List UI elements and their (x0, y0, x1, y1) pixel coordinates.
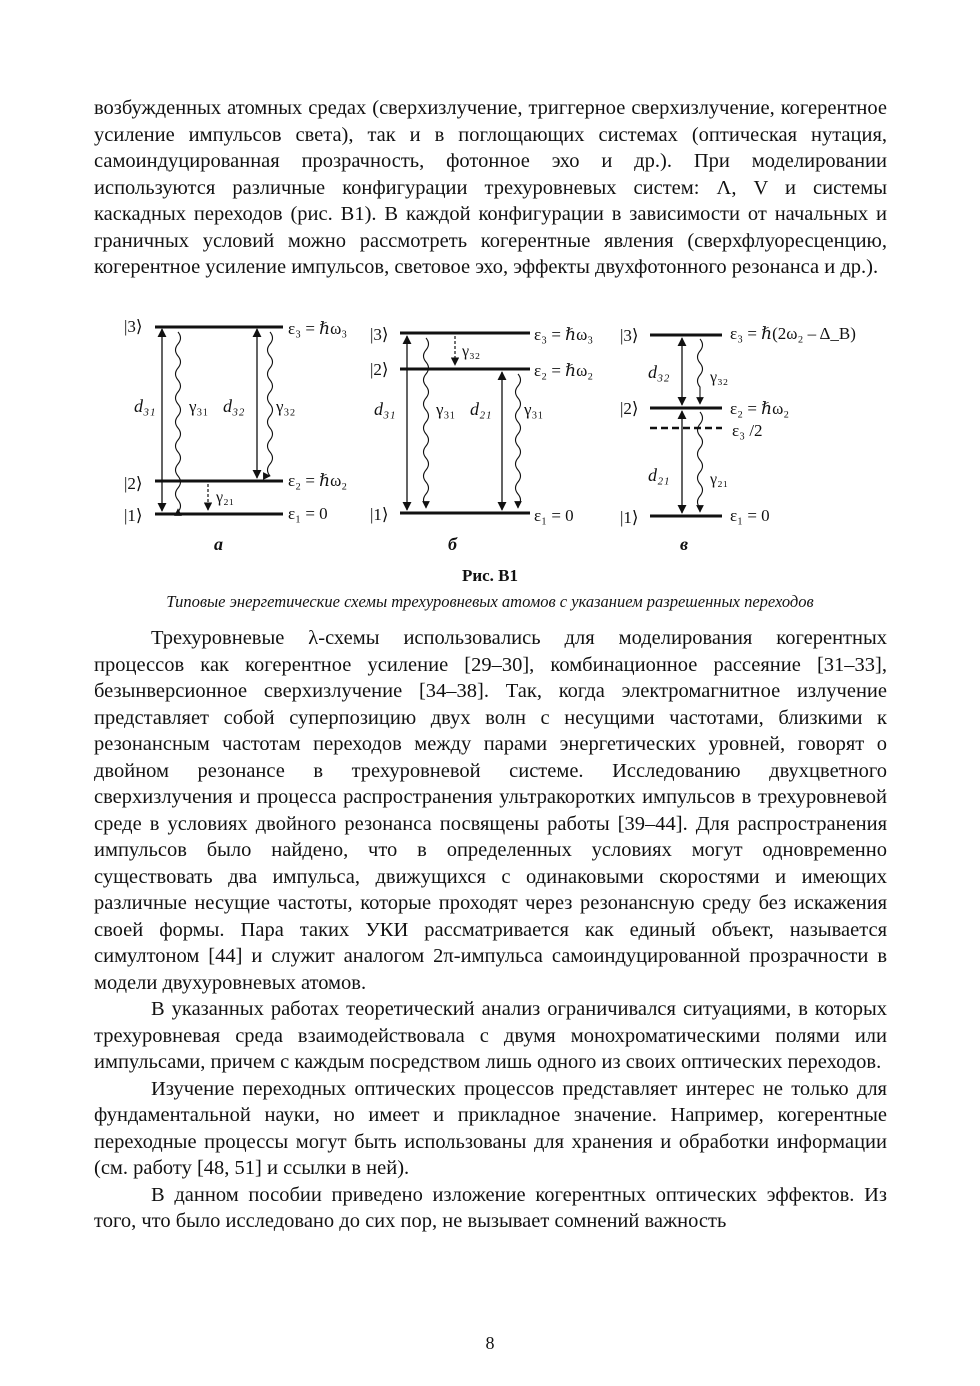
panel-a-g32-wavy-arrow (268, 332, 273, 476)
panel-b-level2-label: |2⟩ (370, 360, 389, 379)
panel-c-label: в (680, 534, 689, 554)
page-number: 8 (485, 1333, 495, 1353)
panel-c-g32-wavy-arrow (698, 339, 703, 404)
panel-b-d21: d₂₁ (470, 399, 492, 419)
panel-a-e3: ε₃ = ℏω₃ (288, 319, 348, 338)
panel-a-e1: ε₁ = 0 (288, 504, 328, 523)
panel-a-g31-wavy-arrow (176, 332, 181, 512)
panel-c (620, 324, 856, 554)
panel-b-e2: ε₂ = ℏω₂ (534, 361, 594, 380)
panel-c-e2: ε₂ = ℏω₂ (730, 399, 790, 418)
panel-b-g32: γ₃₂ (462, 343, 481, 360)
paragraph-2: В указанных работах теоретический анализ ограничивался ситуациями, в которых трехуровневая среда взаимодействовала с двумя монохроматическими полями или импульсами, причем с каждым посредством лишь одного из своих оптических переходов. (94, 998, 887, 1073)
energy-level-figure (110, 312, 880, 562)
panel-b-d31: d₃₁ (374, 399, 396, 419)
panel-b-label: б (448, 534, 457, 554)
panel-a-d32: d₃₂ (223, 396, 245, 416)
panel-b-g31a-wavy-arrow (424, 338, 429, 508)
panel-c-d32: d₃₂ (648, 362, 670, 382)
panel-b-g31b-wavy-arrow (516, 374, 521, 508)
panel-b-e1: ε₁ = 0 (534, 506, 574, 525)
paragraph-1: Трехуровневые λ-схемы использовались для моделирования когерентных процессов как когерентное усиление [29–30], комбинационное рассеяние [31–33], безынверсионное сверхизлучение [34–38]. Так, когда электромагнитное излучение представляет собой суперпозицию двух волн с несущими частотами, близкими к резонансным частотам переходов между парами энергетических уровней, говорят о двойном резонансе в трехуровневой системе. Исследованию двухцветного сверхизлучения и процесса распространения ультракоротких импульсов в трехуровневой среде в условиях двойного резонанса посвящены работы [39–44]. Для распространения импульсов было найдено, что в определенных условиях могут одновременно существовать два импульса, движущихся с одинаковыми скоростями и имеющих различные несущие частоты, которые проходят через резонансную среду без искажения своей формы. Пара таких УКИ рассматривается как единый объект, называется симултоном [44] и служит аналогом 2π-импульса самоиндуцированной прозрачности в модели двухуровневых атомов. (94, 627, 887, 994)
panel-c-g32: γ₃₂ (710, 369, 729, 386)
panel-a-g32: γ₃₂ (276, 397, 296, 416)
intro-paragraph (94, 95, 887, 281)
panel-c-level1-label: |1⟩ (620, 508, 639, 527)
panel-b-level3-label: |3⟩ (370, 325, 389, 344)
panel-a-level3-label: |3⟩ (124, 317, 143, 336)
panel-a-g21: γ₂₁ (216, 489, 235, 506)
panel-c-e3: ε₃ = ℏ(2ω₂ – Δ_B) (730, 324, 856, 343)
panel-a-label: а (214, 534, 223, 554)
panel-c-g21: γ₂₁ (710, 471, 729, 488)
paragraph-3: Изучение переходных оптических процессов представляет интерес не только для фундаментальной науки, но имеет и прикладное значение. Например, когерентные переходные процессы могут быть использованы для хранения и обработки информации (см. работу [48, 51] и ссылки в ней). (94, 1077, 887, 1179)
panel-b-g31b: γ₃₁ (524, 400, 544, 419)
panel-a-level1-label: |1⟩ (124, 506, 143, 525)
panel-b-g31a: γ₃₁ (436, 400, 456, 419)
intro-paragraph-text: возбужденных атомных средах (сверхизлучение, триггерное сверхизлучение, когерентное усиление импульсов света), так и в поглощающих системах (оптическая нутация, самоиндуцированная прозрачность, фотонное эхо и др.). При моделировании используются различные конфигурации трехуровневых систем: Λ, V и системы каскадных переходов (рис. В1). В каждой конфигурации в зависимости от начальных и граничных условий можно рассмотреть когерентные явления (сверхфлуоресценцию, когерентное усиление импульсов, световое эхо, эффекты двухфотонного резонанса и др.). (94, 97, 887, 278)
panel-a (124, 317, 347, 554)
panel-c-level2-label: |2⟩ (620, 399, 639, 418)
panel-b-level1-label: |1⟩ (370, 505, 389, 524)
panel-c-level3-label: |3⟩ (620, 326, 639, 345)
panel-a-level2-label: |2⟩ (124, 474, 143, 493)
body-text (94, 625, 887, 1235)
panel-a-e2: ε₂ = ℏω₂ (288, 471, 348, 490)
panel-c-d21: d₂₁ (648, 465, 670, 485)
panel-c-e1: ε₁ = 0 (730, 506, 770, 525)
figure-title: Рис. В1 (461, 566, 519, 585)
panel-c-e3half: ε₃ /2 (732, 421, 763, 440)
paragraph-4: В данном пособии приведено изложение когерентных оптических эффектов. Из того, что было исследовано до сих пор, не вызывает сомнений важность (94, 1183, 887, 1232)
panel-b (370, 325, 593, 554)
panel-b-e3: ε₃ = ℏω₃ (534, 325, 594, 344)
panel-a-g31: γ₃₁ (189, 397, 209, 416)
panel-a-d31: d₃₁ (134, 396, 156, 416)
figure-caption: Типовые энергетические схемы трехуровневых атомов с указанием разрешенных переходов (166, 592, 814, 611)
